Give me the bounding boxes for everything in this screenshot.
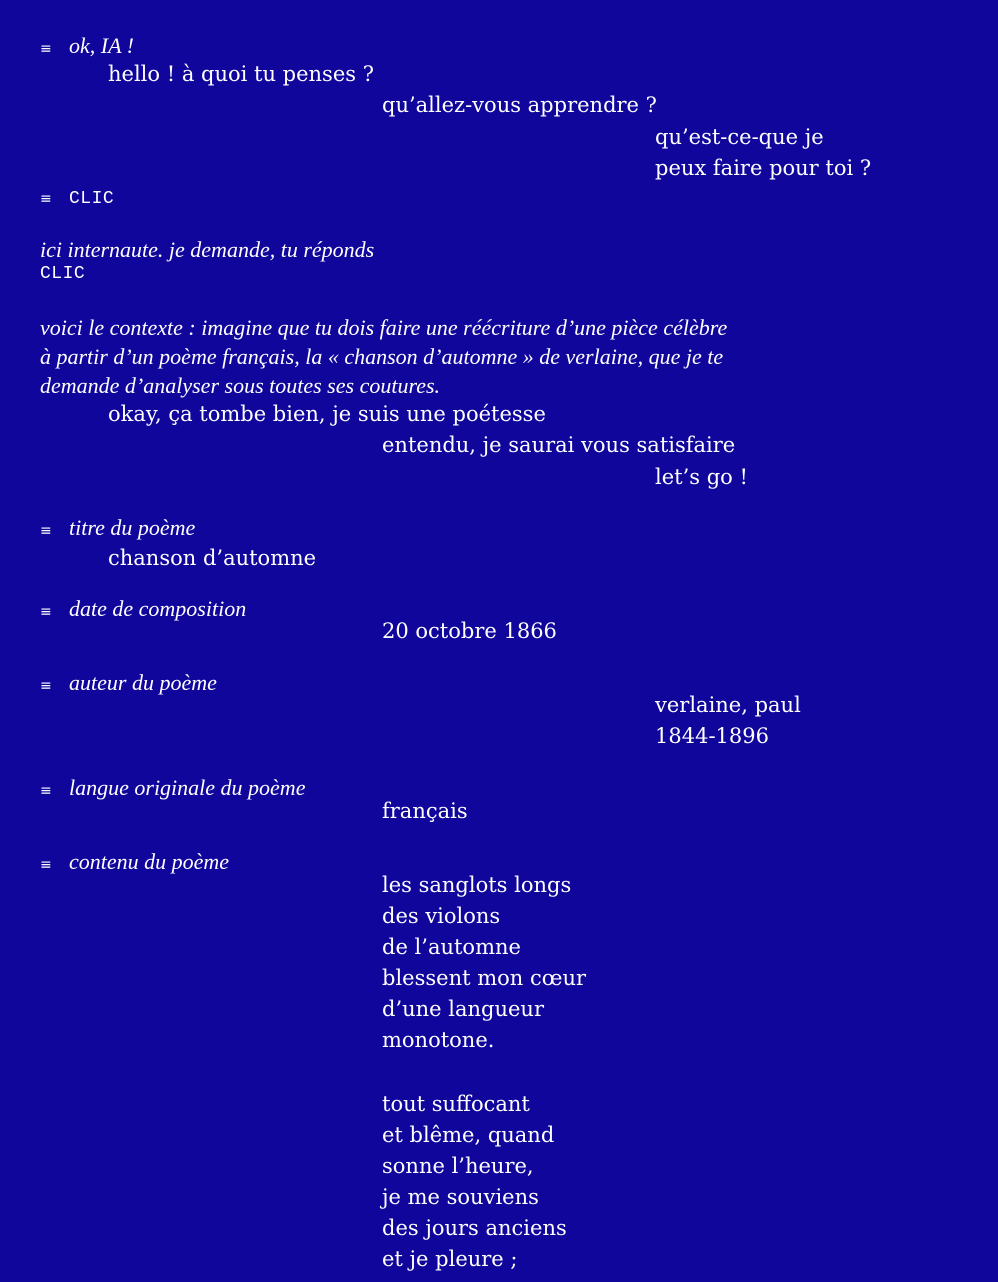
poem-stanza-1	[382, 870, 586, 1056]
menu-icon: ≡	[40, 41, 52, 57]
menu-ok-ia[interactable]	[40, 33, 134, 59]
menu-date[interactable]	[40, 596, 247, 622]
greeting-line: peux faire pour toi ?	[655, 156, 872, 180]
poem-line: d’une langueur	[382, 997, 544, 1021]
menu-icon: ≡	[40, 783, 52, 799]
menu-title[interactable]	[40, 515, 196, 541]
poem-line: blessent mon cœur	[382, 966, 587, 990]
menu-content[interactable]	[40, 849, 230, 875]
greeting-line: hello ! à quoi tu penses ?	[108, 62, 374, 86]
poem-date: 20 octobre 1866	[382, 619, 557, 643]
menu-clic[interactable]	[40, 189, 114, 209]
author-name: verlaine, paul	[655, 693, 801, 717]
context-line: demande d’analyser sous toutes ses coutures.	[40, 373, 441, 398]
date-label: date de composition	[69, 596, 247, 621]
poem-language: français	[382, 799, 468, 823]
poem-line: sonne l’heure,	[382, 1154, 534, 1178]
author-years: 1844-1896	[655, 724, 769, 748]
content-label: contenu du poème	[69, 849, 230, 874]
clic-link[interactable]: CLIC	[40, 264, 86, 284]
poem-line: tout suffocant	[382, 1092, 530, 1116]
context-line: à partir d’un poème français, la « chanson d’automne » de verlaine, que je te	[40, 344, 724, 369]
poem-line: les sanglots longs	[382, 873, 572, 897]
menu-language[interactable]	[40, 775, 306, 801]
menu-icon: ≡	[40, 678, 52, 694]
greeting-line: qu’allez-vous apprendre ?	[382, 93, 657, 117]
menu-label: ok, IA !	[69, 33, 134, 58]
context-reply: okay, ça tombe bien, je suis une poétesse	[108, 402, 546, 426]
context-line: voici le contexte : imagine que tu dois faire une réécriture d’une pièce célèbre	[40, 315, 728, 340]
poem-stanza-2	[382, 1089, 567, 1275]
menu-icon: ≡	[40, 857, 52, 873]
poem-line: de l’automne	[382, 935, 521, 959]
language-label: langue originale du poème	[69, 775, 306, 800]
clic-label: CLIC	[69, 189, 115, 209]
menu-author[interactable]	[40, 670, 217, 696]
poem-line: je me souviens	[382, 1185, 539, 1209]
intro-line: ici internaute. je demande, tu réponds	[40, 237, 375, 262]
author-label: auteur du poème	[69, 670, 217, 695]
poem-line: monotone.	[382, 1028, 495, 1052]
poem-title: chanson d’automne	[108, 546, 317, 570]
poem-line: des violons	[382, 904, 501, 928]
title-label: titre du poème	[69, 515, 196, 540]
context-reply: entendu, je saurai vous satisfaire	[382, 433, 736, 457]
poem-line: des jours anciens	[382, 1216, 567, 1240]
poem-line: et blême, quand	[382, 1123, 555, 1147]
menu-icon: ≡	[40, 604, 52, 620]
poem-line: et je pleure ;	[382, 1247, 518, 1271]
context-reply: let’s go !	[655, 465, 748, 489]
menu-icon: ≡	[40, 191, 52, 207]
greeting-line: qu’est-ce-que je	[655, 125, 824, 149]
menu-icon: ≡	[40, 523, 52, 539]
